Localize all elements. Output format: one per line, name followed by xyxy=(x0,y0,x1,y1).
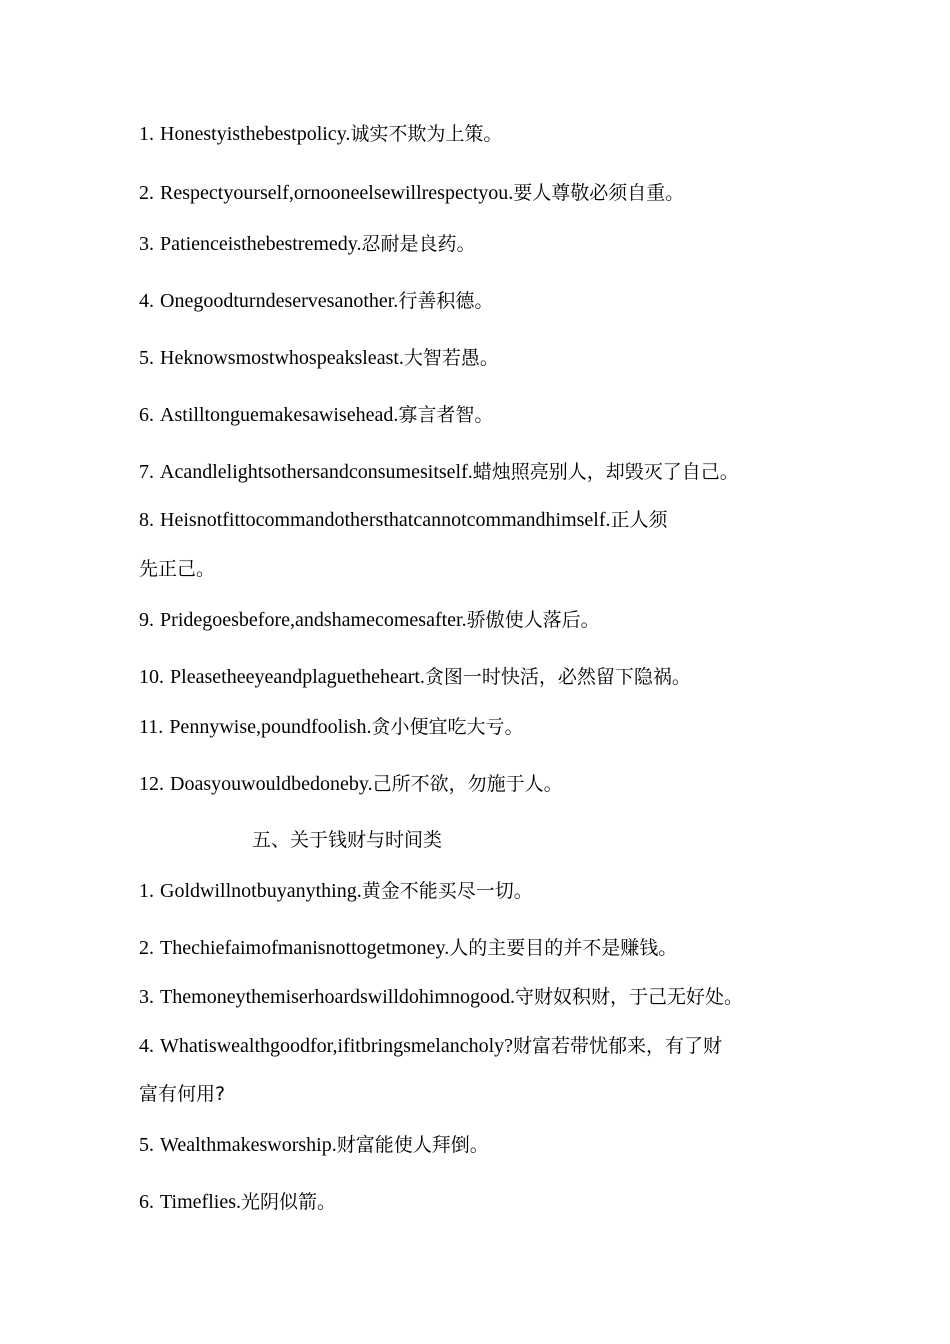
item-number: 6. xyxy=(139,404,154,426)
chinese-text: 正人须 xyxy=(610,509,668,531)
proverb-line xyxy=(139,714,524,740)
chinese-text: 贪图一时快活，必然留下隐祸。 xyxy=(424,666,691,688)
item-number: 11. xyxy=(139,716,164,738)
proverb-line xyxy=(139,984,743,1010)
proverb-line xyxy=(139,664,691,690)
proverb-line xyxy=(139,121,502,147)
item-number: 7. xyxy=(139,461,154,483)
proverb-line xyxy=(139,1033,722,1059)
item-number: 6. xyxy=(139,1191,154,1213)
english-text: Themoneythemiserhoardswilldohimnogood. xyxy=(160,986,515,1008)
english-text: Acandlelightsothersandconsumesitself. xyxy=(160,461,473,483)
proverb-line xyxy=(139,607,600,633)
chinese-text: 忍耐是良药。 xyxy=(361,233,476,255)
chinese-text: 守财奴积财，于己无好处。 xyxy=(515,986,744,1008)
chinese-text: 光阴似箭。 xyxy=(240,1191,336,1213)
proverb-line xyxy=(139,459,739,485)
english-text: Heknowsmostwhospeaksleast. xyxy=(160,347,404,369)
proverb-line xyxy=(139,935,677,961)
chinese-text: 财富能使人拜倒。 xyxy=(336,1134,489,1156)
chinese-text: 己所不欲，勿施于人。 xyxy=(372,773,563,795)
proverb-line xyxy=(139,180,684,206)
item-number: 5. xyxy=(139,347,154,369)
english-text: Doasyouwouldbedoneby. xyxy=(170,773,373,795)
chinese-text: 诚实不欺为上策。 xyxy=(350,123,503,145)
english-text: Wealthmakesworship. xyxy=(160,1134,337,1156)
english-text: Onegoodturndeservesanother. xyxy=(160,290,399,312)
item-number: 3. xyxy=(139,986,154,1008)
english-text: Pleasetheeyeandplaguetheheart. xyxy=(170,666,425,688)
item-number: 5. xyxy=(139,1134,154,1156)
english-text: Patienceisthebestremedy. xyxy=(160,233,362,255)
english-text: Heisnotfittocommandothersthatcannotcommandhimself. xyxy=(160,509,611,531)
proverb-line xyxy=(139,771,563,797)
item-number: 12. xyxy=(139,773,164,795)
item-number: 8. xyxy=(139,509,154,531)
proverb-line xyxy=(139,878,533,904)
english-text: Honestyisthebestpolicy. xyxy=(160,123,351,145)
proverb-line-continuation: 富有何用? xyxy=(139,1083,226,1105)
chinese-text: 寡言者智。 xyxy=(398,404,494,426)
english-text: Astilltonguemakesawisehead. xyxy=(160,404,399,426)
english-text: Goldwillnotbuyanything. xyxy=(160,880,362,902)
item-number: 1. xyxy=(139,123,154,145)
item-number: 3. xyxy=(139,233,154,255)
chinese-text: 人的主要目的并不是赚钱。 xyxy=(449,937,678,959)
chinese-text: 蜡烛照亮别人，却毁灭了自己。 xyxy=(472,461,739,483)
item-number: 9. xyxy=(139,609,154,631)
chinese-text: 大智若愚。 xyxy=(403,347,499,369)
chinese-text: 行善积德。 xyxy=(398,290,494,312)
english-text: Thechiefaimofmanisnottogetmoney. xyxy=(160,937,450,959)
english-text: Timeflies. xyxy=(160,1191,241,1213)
item-number: 1. xyxy=(139,880,154,902)
section-heading: 五、关于钱财与时间类 xyxy=(252,829,443,851)
item-number: 4. xyxy=(139,1035,154,1057)
english-text: Whatiswealthgoodfor,ifitbringsmelancholy? xyxy=(160,1035,514,1057)
english-text: Pennywise,poundfoolish. xyxy=(169,716,372,738)
english-text: Pridegoesbefore,andshamecomesafter. xyxy=(160,609,467,631)
proverb-line xyxy=(139,402,493,428)
item-number: 2. xyxy=(139,182,154,204)
proverb-line xyxy=(139,507,668,533)
chinese-text: 财富若带忧郁来，有了财 xyxy=(513,1035,723,1057)
proverb-line xyxy=(139,345,499,371)
chinese-text: 要人尊敬必须自重。 xyxy=(513,182,685,204)
english-text: Respectyourself,ornooneelsewillrespectyou. xyxy=(160,182,514,204)
proverb-line xyxy=(139,1132,489,1158)
item-number: 4. xyxy=(139,290,154,312)
chinese-text: 贪小便宜吃大亏。 xyxy=(371,716,524,738)
item-number: 10. xyxy=(139,666,164,688)
item-number: 2. xyxy=(139,937,154,959)
chinese-text: 骄傲使人落后。 xyxy=(466,609,600,631)
proverb-line xyxy=(139,231,475,257)
chinese-text: 黄金不能买尽一切。 xyxy=(361,880,533,902)
proverb-line xyxy=(139,1189,336,1215)
proverb-line-continuation: 先正己。 xyxy=(139,558,216,580)
proverb-line xyxy=(139,288,493,314)
